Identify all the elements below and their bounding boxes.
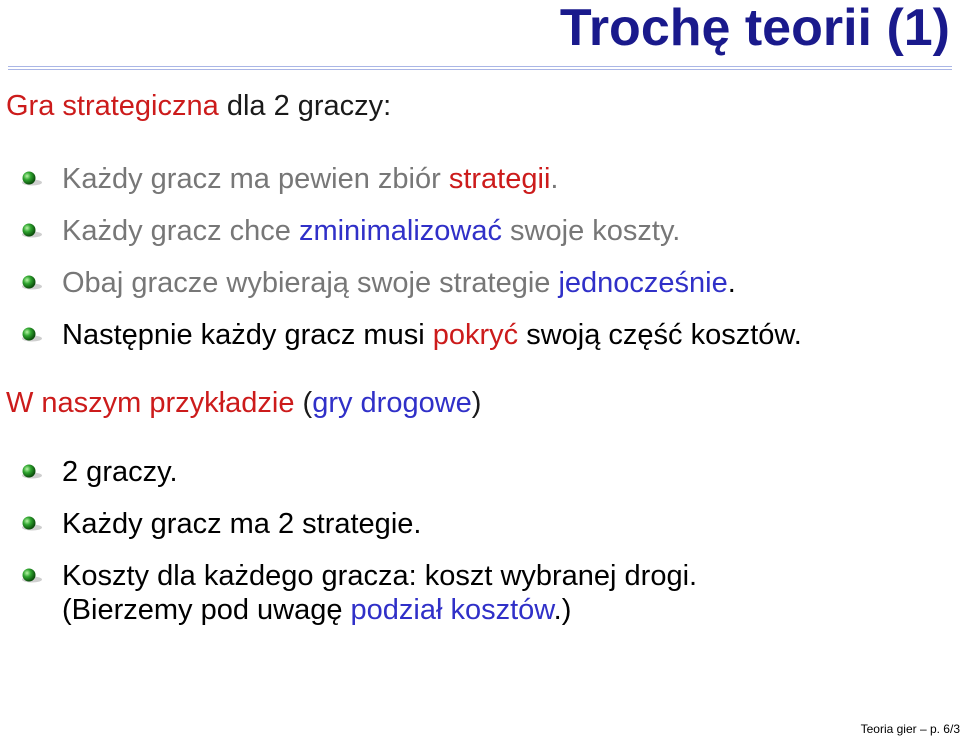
list-item-text: Każdy gracz chce zminimalizować swoje koszty. <box>62 215 681 247</box>
list-item-text: 2 graczy. <box>62 456 178 488</box>
section-2-heading: W naszym przykładzie (gry drogowe) <box>6 387 482 419</box>
list-item-text: Koszty dla każdego gracza: koszt wybranej drogi. (Bierzemy pod uwagę podział kosztów.) <box>62 560 698 626</box>
list-item <box>18 214 680 248</box>
green-ball-bullet-icon <box>18 170 44 186</box>
green-ball-bullet-icon <box>18 463 44 479</box>
term-strategie: strategii <box>448 163 551 195</box>
section-2-heading-example: gry drogowe <box>312 387 472 419</box>
title-divider <box>8 66 952 70</box>
list-item <box>18 162 558 196</box>
term-podzial-kosztow: podział kosztów <box>350 594 554 626</box>
green-ball-bullet-icon <box>18 222 44 238</box>
list-item-text: Każdy gracz ma pewien zbiór strategii. <box>62 163 559 195</box>
slide-footer: Teoria gier – p. 6/3 <box>860 722 960 736</box>
term-zminimalizowac: zminimalizować <box>298 215 502 247</box>
green-ball-bullet-icon <box>18 326 44 342</box>
list-item-text: Każdy gracz ma 2 strategie. <box>62 508 422 540</box>
slide-title: Trochę teorii (1) <box>559 0 950 57</box>
term-pokryc: pokryć <box>432 319 519 351</box>
list-item-text: Następnie każdy gracz musi pokryć swoją część kosztów. <box>62 319 802 351</box>
section-1-heading <box>6 90 391 123</box>
list-item <box>18 318 802 352</box>
list-item <box>18 507 421 541</box>
section-2-heading-term: W naszym przykładzie <box>6 387 295 419</box>
term-jednoczesnie: jednocześnie <box>558 267 728 299</box>
list-item-text: Obaj gracze wybierają swoje strategie jednocześnie. <box>62 267 736 299</box>
green-ball-bullet-icon <box>18 274 44 290</box>
list-item <box>18 455 178 489</box>
list-item <box>18 266 736 300</box>
green-ball-bullet-icon <box>18 515 44 531</box>
section-1-heading-rest: dla 2 graczy: <box>218 90 392 122</box>
list-item <box>18 559 697 627</box>
green-ball-bullet-icon <box>18 567 44 583</box>
section-1-heading-term: Gra strategiczna <box>6 90 219 122</box>
